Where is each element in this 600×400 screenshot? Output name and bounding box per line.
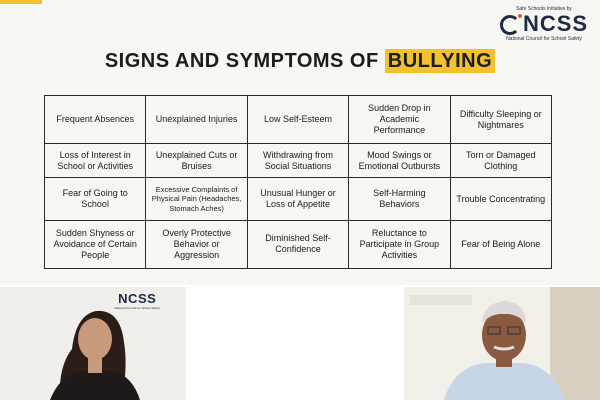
- table-cell: Withdrawing from Social Situations: [247, 144, 348, 178]
- table-row: [45, 144, 552, 178]
- person-avatar-icon: [404, 287, 600, 400]
- table-cell: Unusual Hunger or Loss of Appetite: [247, 178, 348, 220]
- table-cell: Unexplained Injuries: [146, 96, 247, 144]
- table-cell: Sudden Shyness or Avoidance of Certain People: [45, 220, 146, 268]
- table-cell: Torn or Damaged Clothing: [450, 144, 551, 178]
- table-cell: Fear of Being Alone: [450, 220, 551, 268]
- logo-mark: [498, 12, 590, 36]
- symptoms-table: [44, 95, 552, 269]
- table-cell: Frequent Absences: [45, 96, 146, 144]
- logo-tagline: Safe Schools Initiative by: [516, 6, 572, 12]
- table-cell: Low Self-Esteem: [247, 96, 348, 144]
- swirl-icon: [500, 15, 520, 35]
- participant-video-left[interactable]: [0, 287, 186, 400]
- logo-subtitle: National Council for School Safety: [506, 36, 582, 42]
- accent-bar: [0, 0, 42, 4]
- table-row: [45, 220, 552, 268]
- table-cell: Diminished Self-Confidence: [247, 220, 348, 268]
- title-highlight: BULLYING: [385, 49, 495, 73]
- table-cell: Fear of Going to School: [45, 178, 146, 220]
- table-cell: Mood Swings or Emotional Outbursts: [349, 144, 450, 178]
- table-cell: Sudden Drop in Academic Performance: [349, 96, 450, 144]
- table-cell: Excessive Complaints of Physical Pain (Headaches, Stomach Aches): [146, 178, 247, 220]
- dot-icon: [518, 14, 522, 18]
- logo-text: NCSS: [522, 11, 589, 36]
- table-cell: Loss of Interest in School or Activities: [45, 144, 146, 178]
- table-cell: Self-Harming Behaviors: [349, 178, 450, 220]
- table-cell: Difficulty Sleeping or Nightmares: [450, 96, 551, 144]
- table-row: [45, 178, 552, 220]
- mini-logo-subtitle: National Council for School Safety: [114, 306, 160, 310]
- mini-ncss-logo: [114, 291, 160, 310]
- title-prefix: SIGNS AND SYMPTOMS OF: [104, 50, 379, 72]
- ncss-logo: [498, 6, 590, 42]
- participant-video-right[interactable]: [404, 287, 600, 400]
- table-cell: Reluctance to Participate in Group Activities: [349, 220, 450, 268]
- table-cell: Overly Protective Behavior or Aggression: [146, 220, 247, 268]
- table-cell: Unexplained Cuts or Bruises: [146, 144, 247, 178]
- table-cell: Trouble Concentrating: [450, 178, 551, 220]
- table-row: [45, 96, 552, 144]
- mini-logo-text: NCSS: [118, 291, 157, 306]
- slide-title: [0, 50, 600, 73]
